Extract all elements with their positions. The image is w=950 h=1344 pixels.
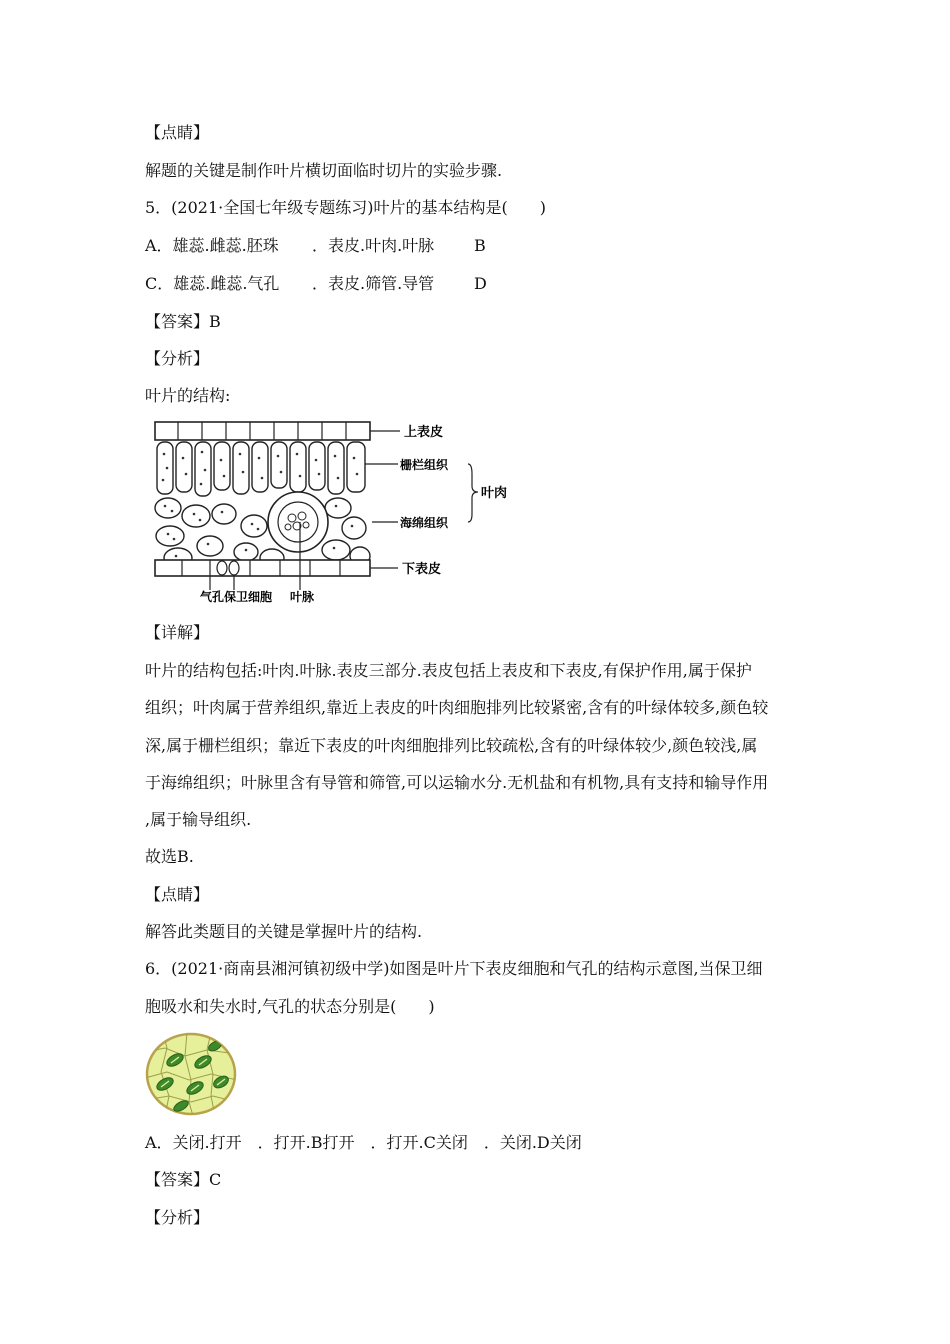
q5-detail-line-5: ,属于输导组织.	[145, 810, 252, 829]
q5-conclusion: 故选B.	[145, 847, 194, 866]
q5-dianjing-text: 解答此类题目的关键是掌握叶片的结构.	[145, 922, 423, 941]
q6-options: A．关闭.打开 ．打开.B打开 ．打开.C关闭 ．关闭.D关闭	[145, 1133, 582, 1152]
q5-detail-line-1: 叶片的结构包括:叶肉.叶脉.表皮三部分.表皮包括上表皮和下表皮,有保护作用,属于保护	[145, 661, 752, 680]
q5-detail-line-4: 于海绵组织；叶脉里含有导管和筛管,可以运输水分.无机盐和有机物,具有支持和输导作用	[145, 773, 769, 792]
q5-question: 5．(2021·全国七年级专题练习)叶片的基本结构是( )	[145, 198, 546, 217]
label-palisade: 栅栏组织	[400, 458, 449, 472]
q5-detail-heading: 【详解】	[145, 623, 210, 642]
label-stoma-guard: 气孔保卫细胞	[200, 590, 273, 604]
q5-option-b-letter: B	[474, 236, 486, 255]
q5-option-b-text: ．表皮.叶肉.叶脉	[312, 236, 435, 255]
q5-answer: 【答案】B	[145, 312, 221, 331]
q6-answer: 【答案】C	[145, 1170, 222, 1189]
label-lower-epidermis: 下表皮	[402, 562, 442, 577]
q5-detail-line-2: 组织；叶肉属于营养组织,靠近上表皮的叶肉细胞排列比较紧密,含有的叶绿体较多,颜色较	[145, 698, 769, 717]
q6-analysis-heading: 【分析】	[145, 1208, 210, 1227]
leaf-cross-section-figure	[150, 418, 508, 604]
q5-dianjing-heading: 【点睛】	[145, 885, 210, 904]
q5-analysis-heading: 【分析】	[145, 349, 210, 368]
q5-option-d-letter: D	[474, 274, 487, 293]
q5-option-c: C．雄蕊.雌蕊.气孔	[145, 274, 280, 293]
stomata-micrograph	[145, 1032, 237, 1116]
q4-dianjing-heading: 【点睛】	[145, 123, 210, 142]
q4-dianjing-text: 解题的关键是制作叶片横切面临时切片的实验步骤.	[145, 161, 503, 180]
q5-option-d-text: ．表皮.筛管.导管	[312, 274, 435, 293]
q5-detail-line-3: 深,属于栅栏组织；靠近下表皮的叶肉细胞排列比较疏松,含有的叶绿体较少,颜色较浅,属	[145, 736, 758, 755]
label-vein: 叶脉	[290, 590, 315, 604]
q6-question-line-2: 胞吸水和失水时,气孔的状态分别是( )	[145, 997, 435, 1016]
label-spongy: 海绵组织	[400, 516, 449, 530]
q5-option-a: A．雄蕊.雌蕊.胚珠	[145, 236, 279, 255]
label-upper-epidermis: 上表皮	[404, 425, 444, 440]
label-mesophyll: 叶肉	[481, 486, 508, 501]
q6-question-line-1: 6．(2021·商南县湘河镇初级中学)如图是叶片下表皮细胞和气孔的结构示意图,当保卫细	[145, 959, 763, 978]
q5-structure-label: 叶片的结构:	[145, 386, 231, 405]
